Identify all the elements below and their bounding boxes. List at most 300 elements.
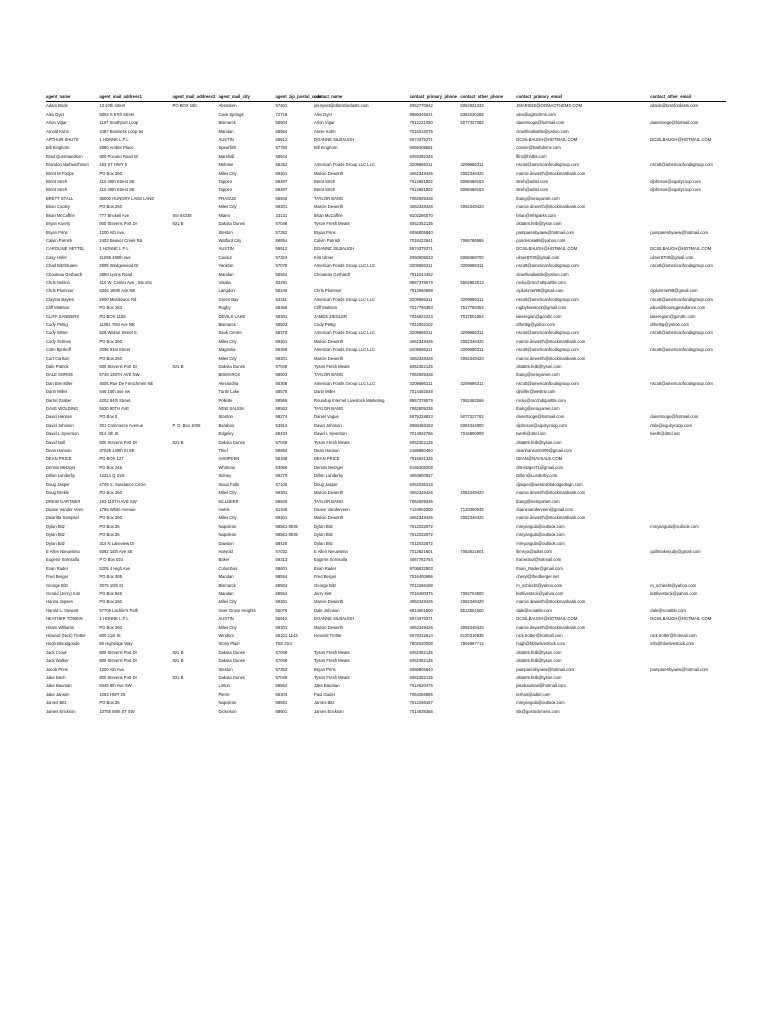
zip-cell: 93291: [275, 279, 288, 285]
address2-cell: [173, 119, 219, 127]
other-email-cell: nscott@americanfoodsgroup.com: [650, 347, 713, 353]
city-cell: Windom: [218, 633, 234, 638]
primary-email-cell: pamparenbyaew@hotmail.com: [516, 229, 575, 235]
agent-name-cell: Casy Hofer: [46, 254, 67, 260]
address1-cell: 36000 HUNGRY LAKE LANE: [99, 195, 155, 201]
other-phone-cell: [460, 321, 516, 329]
table-row: [46, 523, 726, 531]
agent-name-cell: Brent M Poope: [46, 170, 74, 176]
address2-cell: [173, 237, 219, 245]
address2-cell: [173, 540, 219, 548]
zip-cell: 58503: [275, 321, 288, 327]
address2-cell: [173, 405, 219, 413]
agent-name-cell: Bill Kinghorn: [46, 145, 70, 151]
address1-cell: PO Box 946: [99, 590, 122, 596]
primary-email-cell: marcie.dewerth@stockmanbank.com: [516, 355, 586, 361]
table-row: [46, 279, 726, 287]
primary-email-cell: dstattrs.fetb@tyson.com: [516, 221, 562, 227]
zip-cell: 58301: [275, 313, 288, 319]
contact-name-cell: [314, 279, 410, 287]
address1-cell: P O Box 024: [99, 557, 124, 563]
address2-cell: [173, 388, 219, 396]
agent-contact-table: [46, 93, 726, 716]
other-phone-cell: [460, 245, 516, 253]
primary-email-cell: dstattrs.fetb@tyson.com: [516, 364, 562, 369]
city-cell: Steston: [218, 229, 233, 235]
other-email-cell: djohnson@equitycoop.com: [650, 187, 701, 193]
contact-name-cell: Marcie Dewerth: [313, 515, 344, 521]
zip-cell: 59301: [275, 490, 288, 496]
other-email-cell: [650, 279, 726, 287]
address1-cell: 1 HONNE L P L: [99, 137, 129, 143]
other-phone-cell: 7084704500: [460, 590, 484, 596]
city-cell: Stony Plain: [218, 641, 240, 647]
address1-cell: 410 W. Center Ave., Ste 201: [99, 279, 153, 285]
primary-email-cell: Dillon@Lunderby.com: [516, 473, 558, 479]
address2-cell: [173, 699, 219, 707]
address1-cell: 5749 136TH AVE NW: [99, 372, 140, 378]
address1-cell: 2880 Amber Place: [99, 145, 134, 151]
address1-cell: 1063 HWY 25: [99, 691, 126, 697]
primary-email-cell: rocky@rocchdsparttle.com: [516, 279, 566, 285]
primary-phone-cell: 3209686311: [409, 330, 433, 336]
col-header-address2: agent_mail_address2: [173, 93, 219, 102]
city-cell: Langdon: [218, 288, 235, 294]
zip-cell: 57049: [275, 658, 288, 664]
city-cell: PRAGUE: [218, 195, 237, 201]
zip-cell: 58428: [275, 540, 288, 546]
other-phone-cell: 5077327782: [460, 414, 484, 420]
primary-email-cell: clowrhealsattle@yahoo.com: [516, 128, 569, 134]
other-phone-cell: 4062348420: [460, 515, 484, 521]
address1-cell: 800 Stevens Port Dr: [99, 658, 138, 664]
city-cell: Yankton: [218, 263, 234, 269]
contact-name-cell: TAYLOR BANG: [313, 195, 344, 201]
contact-name-cell: TAYLOR BANG: [313, 372, 344, 378]
address2-cell: [173, 136, 219, 144]
agent-name-cell: Doug Brekle: [46, 490, 70, 496]
other-email-cell: [650, 271, 726, 279]
contact-name-cell: Tyson Fresh Meats: [313, 364, 350, 369]
contact-name-cell: Evan Rader: [313, 565, 337, 571]
city-cell: Harris: [218, 506, 230, 512]
primary-email-cell: lkmnya@adtel.com: [516, 548, 552, 554]
address2-cell: 821 B: [172, 439, 184, 445]
city-cell: AUSTIN: [218, 137, 234, 143]
primary-phone-cell: 8557378579: [409, 397, 433, 403]
primary-phone-cell: 7014482548: [409, 389, 433, 395]
address2-cell: [173, 254, 219, 262]
table-row: [46, 624, 726, 632]
city-cell: Miles City: [218, 599, 237, 605]
zip-cell: 59301: [275, 338, 288, 344]
address1-cell: 2880 Lyons Road: [99, 271, 133, 277]
other-email-cell: [650, 598, 726, 606]
city-cell: Inver Grove Heights: [218, 607, 256, 613]
other-email-cell: [650, 489, 726, 497]
table-row: [46, 119, 726, 127]
other-phone-cell: 3209686311: [460, 380, 484, 386]
contact-name-cell: E Allen Nieuwsma: [313, 548, 348, 554]
contact-name-cell: Tyson Fresh Meats: [313, 439, 350, 445]
other-email-cell: tweth@drtel.net: [650, 431, 680, 437]
contact-name-cell: DEAN PRICE: [313, 456, 340, 462]
city-cell: Baker: [218, 557, 230, 563]
other-phone-cell: [460, 144, 516, 152]
address2-cell: [173, 262, 219, 270]
primary-phone-cell: 4062348426: [409, 355, 433, 361]
contact-name-cell: Chris Plummer: [313, 288, 342, 294]
other-phone-cell: 7066786865: [460, 237, 484, 243]
address1-cell: 4075 10th St: [99, 582, 124, 588]
city-cell: Tappen: [218, 187, 233, 193]
col-header-primary-email: contact_primary_email: [516, 93, 650, 102]
city-cell: Bismarck: [218, 321, 236, 327]
address1-cell: 37025 140th St SE: [99, 448, 135, 454]
contact-name-cell: Chouteau Gerhardt: [313, 271, 350, 277]
address1-cell: PO Box 260: [99, 170, 122, 176]
city-cell: AUSTIN: [218, 246, 234, 252]
other-email-cell: [650, 682, 726, 690]
table-row: [46, 111, 726, 119]
zip-cell: 57049: [275, 221, 288, 227]
other-phone-cell: [460, 287, 516, 295]
address2-cell: [173, 178, 219, 186]
address1-cell: 800 Stevens Port Dr: [99, 439, 138, 445]
primary-phone-cell: 8557378579: [409, 279, 433, 285]
address2-cell: [173, 371, 219, 379]
contact-name-cell: Roundup Internet Livestock Marketing: [313, 397, 385, 403]
contact-name-cell: Dylan Bitz: [313, 540, 333, 546]
address2-cell: P. O. Box 1008: [172, 422, 201, 428]
primary-phone-cell: 4064800627: [409, 473, 433, 479]
primary-email-cell: djasper@westcobbdodgedsign.com: [516, 481, 583, 487]
primary-phone-cell: 8166308208: [409, 464, 433, 470]
primary-email-cell: hugh@hbbwlivestock.com: [516, 641, 565, 647]
zip-cell: 56352: [275, 162, 288, 168]
primary-phone-cell: 6052352135: [409, 221, 433, 227]
primary-email-cell: tweth@drtel.net: [516, 431, 546, 437]
city-cell: Aberdeen: [218, 103, 237, 109]
primary-phone-cell: 7124002000: [409, 506, 433, 512]
agent-name-cell: David Hansen: [46, 414, 73, 420]
table-row: [46, 413, 726, 421]
primary-email-cell: dale@scoattle.com: [516, 607, 552, 613]
table-row: [46, 649, 726, 657]
city-cell: Miles City: [218, 355, 237, 361]
other-email-cell: [650, 699, 726, 707]
address1-cell: 56 Highridge Way: [99, 641, 133, 647]
contact-name-cell: Fred Berger: [313, 574, 337, 580]
other-phone-cell: [460, 447, 516, 455]
other-phone-cell: 6088468153: [460, 179, 484, 185]
other-phone-cell: 6120316936: [460, 633, 484, 638]
address1-cell: 11081 70st Ave NE: [99, 321, 135, 327]
other-phone-cell: 6362230265: [460, 111, 484, 117]
address2-cell: [173, 640, 219, 648]
table-row: [46, 178, 726, 186]
primary-email-cell: djmiller@westriv.com: [516, 389, 556, 395]
other-email-cell: danetrooge@hotmail.com: [650, 414, 699, 420]
zip-cell: 58552: [275, 683, 288, 689]
primary-phone-cell: 6514501500: [409, 607, 433, 613]
agent-name-cell: Brad Quermandson: [46, 153, 83, 159]
address2-cell: [173, 279, 219, 287]
other-phone-cell: 3209686311: [460, 296, 484, 302]
city-cell: Visalia: [218, 279, 231, 285]
other-email-cell: [650, 506, 726, 514]
table-row: [46, 615, 726, 623]
table-row: [46, 254, 726, 262]
address2-cell: [173, 203, 219, 211]
contact-name-cell: Calvin Parrish: [313, 237, 341, 243]
other-phone-cell: [460, 573, 516, 581]
address2-cell: [173, 523, 219, 531]
table-row: [46, 371, 726, 379]
table-row: [46, 220, 726, 228]
table-row: [46, 195, 726, 203]
contact-name-cell: James Bitz: [313, 700, 335, 706]
other-phone-cell: 6514501500: [460, 607, 484, 613]
primary-email-cell: nscott@americanfoodsgroup.com: [516, 330, 579, 336]
table-row: [46, 682, 726, 690]
primary-email-cell: tbang@netuyamet.com: [516, 498, 560, 504]
zip-cell: 55076: [275, 607, 288, 613]
zip-cell: 56101-1143: [275, 633, 298, 638]
zip-cell: T8S 3X4: [275, 641, 292, 647]
address1-cell: 645 10th ave nw: [99, 389, 131, 395]
address1-cell: PO Box 35: [99, 523, 120, 529]
table-row: [46, 329, 726, 337]
contact-name-cell: George Bitz: [313, 582, 337, 588]
address1-cell: 2805 Wedgewood Dr: [99, 263, 139, 269]
address2-cell: [173, 144, 219, 152]
contact-name-cell: DOANNE SILBAUGH: [313, 616, 355, 622]
contact-name-cell: Paul Gader: [313, 691, 336, 697]
contact-name-cell: Bryan Prins: [313, 229, 336, 235]
address1-cell: 13 10th street: [99, 103, 125, 109]
col-header-agent-name: agent_name: [46, 93, 99, 102]
agent-name-cell: DAVE WOLDING: [46, 406, 79, 412]
other-phone-cell: [460, 615, 516, 623]
primary-phone-cell: 4062348426: [409, 338, 433, 344]
primary-email-cell: tbang@netuyamet.com: [516, 195, 560, 201]
primary-email-cell: mmyangula@outlook.com: [516, 523, 565, 529]
other-email-cell: drhettig@yahoo.com: [650, 321, 689, 327]
agent-name-cell: Cody Pettig: [46, 321, 68, 327]
other-phone-cell: 3209686311: [460, 162, 484, 168]
address2-cell: [173, 329, 219, 337]
address2-cell: [173, 598, 219, 606]
table-row: [46, 262, 726, 270]
other-phone-cell: [460, 699, 516, 707]
other-phone-cell: [460, 481, 516, 489]
city-cell: AUSTIN: [218, 616, 234, 622]
primary-email-cell: connie@hwtbdsms.com: [516, 145, 561, 151]
table-row: [46, 674, 726, 682]
agent-name-cell: Brent Streh: [46, 187, 68, 193]
primary-phone-cell: 7015631326: [409, 456, 433, 462]
other-email-cell: quiltmakerjudy@gmail.com: [650, 548, 701, 554]
contact-name-cell: Dylan Bitz: [313, 532, 333, 538]
primary-phone-cell: 6052352135: [409, 675, 433, 681]
zip-cell: 58561-0035: [275, 532, 298, 538]
address1-cell: 57706 Lachlin's Path: [99, 607, 139, 613]
contact-name-cell: Marcie Dewerth: [313, 355, 344, 361]
agent-name-cell: ARTHUR SHUTE: [46, 137, 79, 143]
primary-phone-cell: 7012032672: [409, 540, 433, 546]
primary-email-cell: streh@adtel.com: [516, 187, 548, 193]
table-row: [46, 338, 726, 346]
city-cell: Melrose: [218, 162, 234, 168]
address1-cell: 4202 84th Street: [99, 397, 131, 403]
contact-name-cell: Dale Johnson: [313, 607, 340, 613]
other-email-cell: pamparenbyaew@hotmail.com: [650, 229, 709, 235]
contact-name-cell: Annie Kuhn: [313, 128, 336, 134]
zip-cell: 59301: [275, 170, 288, 176]
other-email-cell: [650, 657, 726, 665]
address1-cell: 4005 Rue De Frenchmen NE: [99, 380, 154, 386]
other-email-cell: nscott@americanfoodsgroup.com: [650, 296, 713, 302]
agent-name-cell: Calvin Parrish: [46, 237, 73, 243]
primary-phone-cell: 7012681802: [409, 187, 433, 193]
primary-phone-cell: 7012266167: [409, 700, 433, 706]
primary-phone-cell: 5079328823: [409, 414, 433, 420]
agent-name-cell: Arnold Kuhn: [46, 128, 70, 134]
primary-email-cell: drhettig@yahoo.com: [516, 321, 555, 327]
primary-email-cell: clowrhealsattle@yahoo.com: [516, 271, 569, 277]
zip-cell: 57049: [275, 675, 288, 681]
agent-name-cell: E Allen Nieuwsma: [46, 548, 80, 554]
other-phone-cell: 7804897714: [460, 641, 484, 647]
table-row: [46, 531, 726, 539]
col-header-city: agent_mail_city: [218, 93, 275, 102]
table-row: [46, 632, 726, 640]
other-email-cell: danetrooge@hotmail.com: [650, 120, 699, 126]
agent-name-cell: Jack Crowl: [46, 649, 67, 655]
address1-cell: 5205 4 High Ave: [99, 565, 130, 571]
address2-cell: [173, 380, 219, 388]
address2-cell: [173, 397, 219, 405]
other-email-cell: [650, 128, 726, 136]
other-email-cell: [650, 455, 726, 463]
address2-cell: [173, 321, 219, 329]
primary-phone-cell: 4062348426: [409, 204, 433, 210]
primary-phone-cell: 7017766383: [409, 305, 433, 311]
other-email-cell: nscott@americanfoodsgroup.com: [650, 162, 713, 168]
contact-name-cell: jmuryeet@dbmsfordasts.com: [313, 103, 369, 109]
primary-email-cell: lakeregion@gondtc.com: [516, 313, 562, 319]
contact-name-cell: DOANNE SILBAUGH: [313, 137, 355, 143]
zip-cell: 57078: [275, 263, 288, 269]
primary-phone-cell: 5079312614: [409, 633, 433, 638]
zip-cell: 58249: [275, 288, 288, 294]
table-row: [46, 548, 726, 556]
zip-cell: 55912: [275, 616, 288, 622]
agent-name-cell: David Noll: [46, 439, 66, 445]
table-row: [46, 170, 726, 178]
city-cell: Mandan: [218, 271, 234, 277]
agent-name-cell: Eugene Sornsalla: [46, 557, 80, 563]
other-email-cell: info@hbwlivestock.com: [650, 641, 695, 647]
primary-phone-cell: 7062609336: [409, 372, 433, 378]
address1-cell: 800 Stevens Port Dr: [99, 221, 138, 227]
table-row: [46, 380, 726, 388]
table-row: [46, 355, 726, 363]
other-phone-cell: [460, 455, 516, 463]
table-row: [46, 296, 726, 304]
zip-cell: 56358: [275, 347, 288, 353]
city-cell: Dakota Dunes: [218, 364, 245, 369]
zip-cell: 57032: [275, 548, 288, 554]
agent-name-cell: Hugh Bloodgoode: [46, 641, 80, 647]
address2-cell: [173, 161, 219, 169]
zip-cell: 58640: [275, 498, 288, 504]
zip-cell: 58563: [275, 406, 288, 412]
primary-email-cell: nscott@americanfoodsgroup.com: [516, 380, 579, 386]
other-email-cell: alicia@hoursgpnsufance.com: [650, 305, 706, 311]
primary-email-cell: mmyangula@outlook.com: [516, 532, 565, 538]
address1-cell: 5620 90TH AVE: [99, 406, 130, 412]
zip-cell: 63066: [275, 464, 288, 470]
city-cell: Whitman: [218, 464, 235, 470]
other-email-cell: [650, 439, 726, 447]
table-row: [46, 186, 726, 194]
other-phone-cell: [460, 657, 516, 665]
address2-cell: [173, 489, 219, 497]
table-row: [46, 498, 726, 506]
primary-email-cell: marcie.dewerth@stockmanbank.com: [516, 170, 586, 176]
primary-email-cell: kistlivestock@yahoo.com: [516, 590, 564, 596]
city-cell: Dawson: [218, 540, 234, 546]
contact-name-cell: [314, 153, 410, 161]
address2-cell: [173, 229, 219, 237]
other-phone-cell: [460, 153, 516, 161]
other-phone-cell: 4062348420: [460, 338, 484, 344]
agent-name-cell: David Johnson: [46, 422, 74, 428]
other-email-cell: [650, 498, 726, 506]
other-phone-cell: [460, 363, 516, 371]
contact-name-cell: Jerry Kist: [313, 590, 332, 596]
other-email-cell: dale@scoattle.com: [650, 607, 686, 613]
table-row: [46, 321, 726, 329]
contact-name-cell: Dillon Lunderby: [313, 473, 344, 479]
city-cell: Marshall: [218, 153, 235, 159]
zip-cell: 58554: [275, 574, 288, 580]
city-cell: Sioux Falls: [218, 481, 239, 487]
other-email-cell: mmyangula@outlook.com: [650, 523, 699, 529]
primary-email-cell: m_schlecht@yahoo.com: [516, 582, 563, 588]
address1-cell: 900 Pocono Road W: [99, 153, 138, 159]
contact-name-cell: David Johnson: [313, 422, 342, 428]
address1-cell: 914 4th St: [99, 431, 119, 437]
address2-cell: [173, 514, 219, 522]
city-cell: Napoleon: [218, 532, 237, 538]
table-row: [46, 691, 726, 699]
other-phone-cell: [460, 136, 516, 144]
other-email-cell: [650, 363, 726, 371]
primary-phone-cell: 6052770842: [409, 103, 433, 109]
address1-cell: 314 N Lakeview Dr: [99, 540, 135, 546]
col-header-other-phone: contact_other_phone: [460, 93, 516, 102]
contact-name-cell: Tyson Fresh Meats: [313, 649, 350, 655]
primary-phone-cell: 6052036318: [409, 481, 433, 487]
city-cell: Miles City: [218, 624, 237, 630]
primary-phone-cell: 6052352135: [409, 364, 433, 369]
address2-cell: [173, 531, 219, 539]
table-row: [46, 573, 726, 581]
primary-phone-cell: 7064266885: [409, 691, 433, 697]
